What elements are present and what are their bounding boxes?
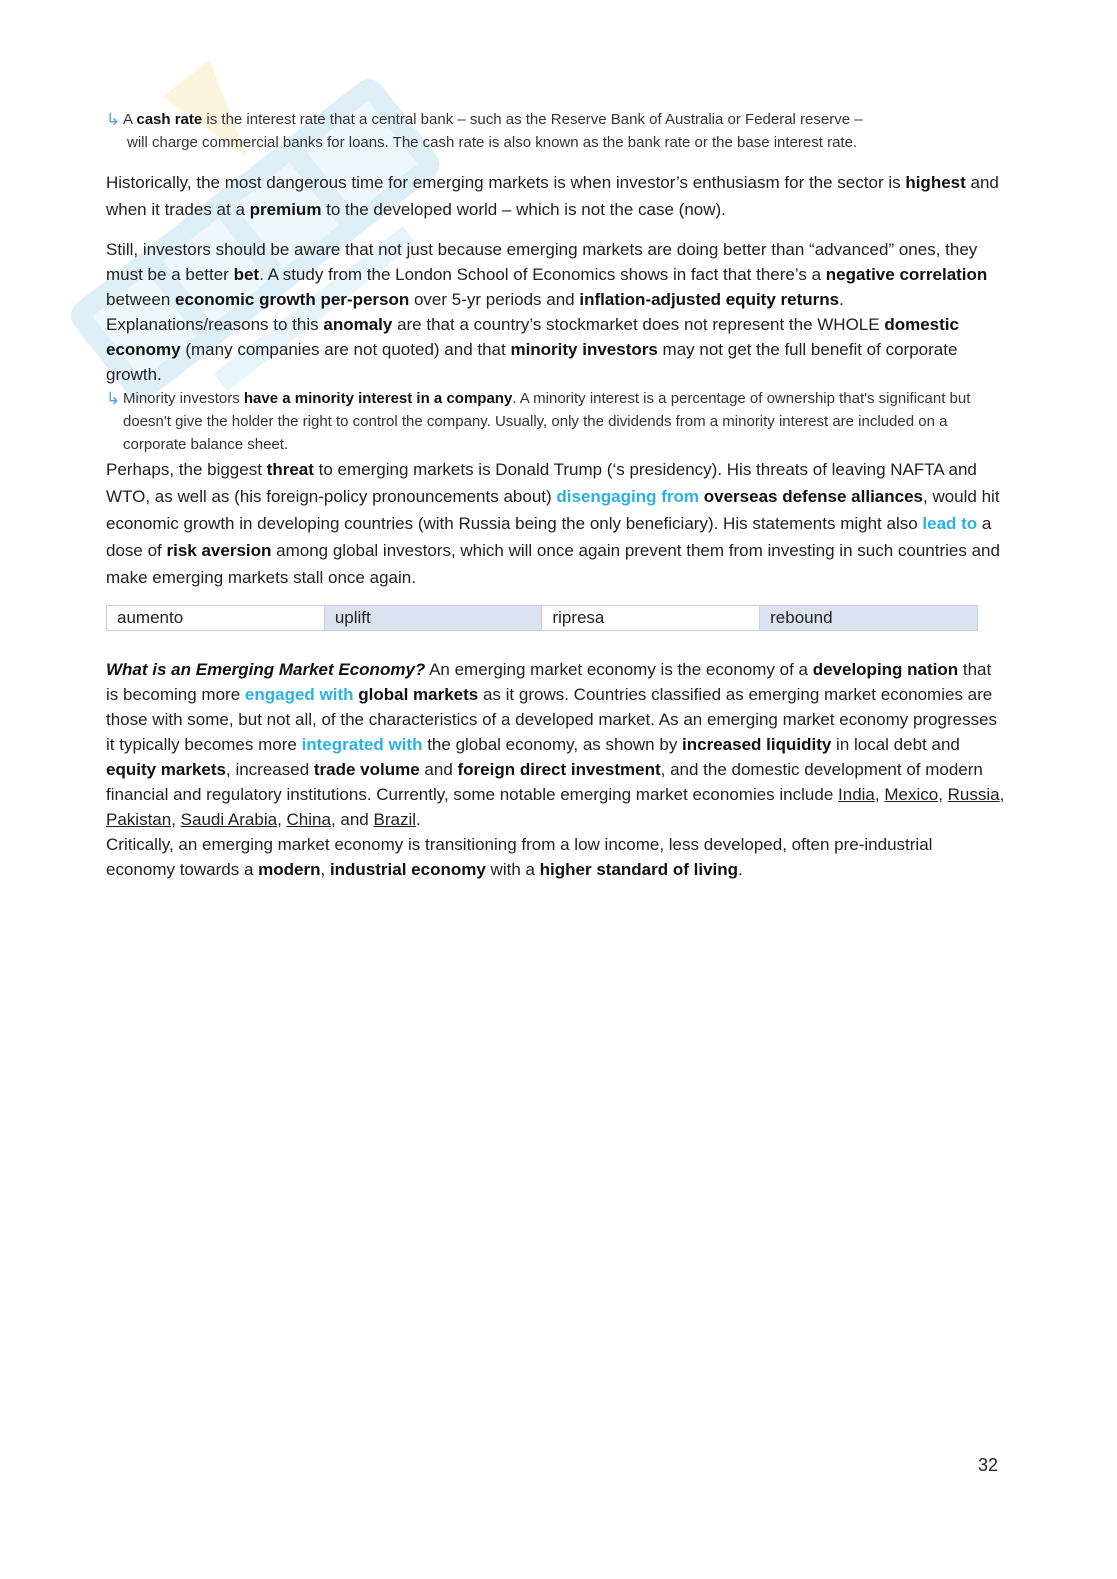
highlight-phrase: integrated with bbox=[301, 735, 423, 754]
highlight-phrase: disengaging from bbox=[556, 487, 700, 506]
table-cell: rebound bbox=[760, 606, 978, 631]
highlight-phrase: engaged with bbox=[244, 685, 354, 704]
cash-rate-note: ↳ A cash rate is the interest rate that a central bank – such as the Reserve Bank of Australia or Federal reserve – will charge commercial banks for loans. The cash rate is also known as the bank rate or the base interest rate. bbox=[106, 110, 863, 151]
minority-term: have a minority interest in a company bbox=[243, 390, 513, 407]
highlight-phrase: lead to bbox=[922, 514, 978, 533]
paragraph-explanations: Explanations/reasons to this anomaly are that a country’s stockmarket does not represent the WHOLE domestic economy (many companies are not quoted) and that minority investors may not get the full benefit of corporate growth. bbox=[106, 315, 959, 384]
country-link-india[interactable]: India bbox=[838, 785, 875, 804]
vocabulary-table bbox=[106, 605, 978, 631]
paragraph-historically: Historically, the most dangerous time for emerging markets is when investor’s enthusiasm for the sector is highest and when it trades at a premium to the developed world – which is not the case (now). bbox=[106, 173, 999, 219]
arrow-icon: ↳ bbox=[106, 389, 121, 408]
table-row bbox=[107, 606, 978, 631]
country-link-russia[interactable]: Russia bbox=[947, 785, 1000, 804]
paragraph-still: Still, investors should be aware that not just because emerging markets are doing better than “advanced” ones, they must be a better bet. A study from the London School of Economics shows in fact that there’s a negative correlation between economic growth per-person over 5-yr periods and inflation-adjusted equity returns. bbox=[106, 240, 988, 309]
country-link-pakistan[interactable]: Pakistan bbox=[106, 810, 172, 829]
definition-question: What is an Emerging Market Economy? bbox=[106, 660, 426, 679]
country-link-china[interactable]: China bbox=[286, 810, 331, 829]
page-number: 32 bbox=[978, 1455, 999, 1475]
table-cell: aumento bbox=[107, 606, 325, 631]
page-content bbox=[106, 108, 1006, 882]
table-cell: uplift bbox=[324, 606, 542, 631]
paragraph-threat: Perhaps, the biggest threat to emerging markets is Donald Trump (‘s presidency). His threats of leaving NAFTA and WTO, as well as (his foreign-policy pronouncements about) disengaging from overseas defense alliances, would hit economic growth in developing countries (with Russia being the only beneficiary). His statements might also lead to a dose of risk aversion among global investors, which will once again prevent them from investing in such countries and make emerging markets stall once again. bbox=[106, 460, 1000, 587]
paragraph-definition: What is an Emerging Market Economy? An emerging market economy is the economy of a developing nation that is becoming more engaged with global markets as it grows. Countries classified as emerging market economies are those with some, but not all, of the characteristics of a developed market. As an emerging market economy progresses it typically becomes more integrated with the global economy, as shown by increased liquidity in local debt and equity markets, increased trade volume and foreign direct investment, and the domestic development of modern financial and regulatory institutions. Currently, some notable emerging market economies include India, Mexico, Russia, Pakistan, Saudi Arabia, China, and Brazil. bbox=[106, 660, 1005, 829]
table-cell: ripresa bbox=[542, 606, 760, 631]
arrow-icon: ↳ bbox=[106, 110, 121, 129]
cash-rate-term: cash rate bbox=[136, 111, 203, 128]
minority-note: ↳ Minority investors have a minority interest in a company. A minority interest is a percentage of ownership that's significant but doesn't give the holder the right to control the company. Usually, only the dividends from a minority interest are included on a corporate balance sheet. bbox=[106, 389, 971, 453]
paragraph-critically: Critically, an emerging market economy is transitioning from a low income, less developed, often pre-industrial economy towards a modern, industrial economy with a higher standard of living. bbox=[106, 835, 933, 879]
country-link-saudi-arabia[interactable]: Saudi Arabia bbox=[180, 810, 278, 829]
country-link-mexico[interactable]: Mexico bbox=[884, 785, 939, 804]
country-link-brazil[interactable]: Brazil bbox=[373, 810, 416, 829]
